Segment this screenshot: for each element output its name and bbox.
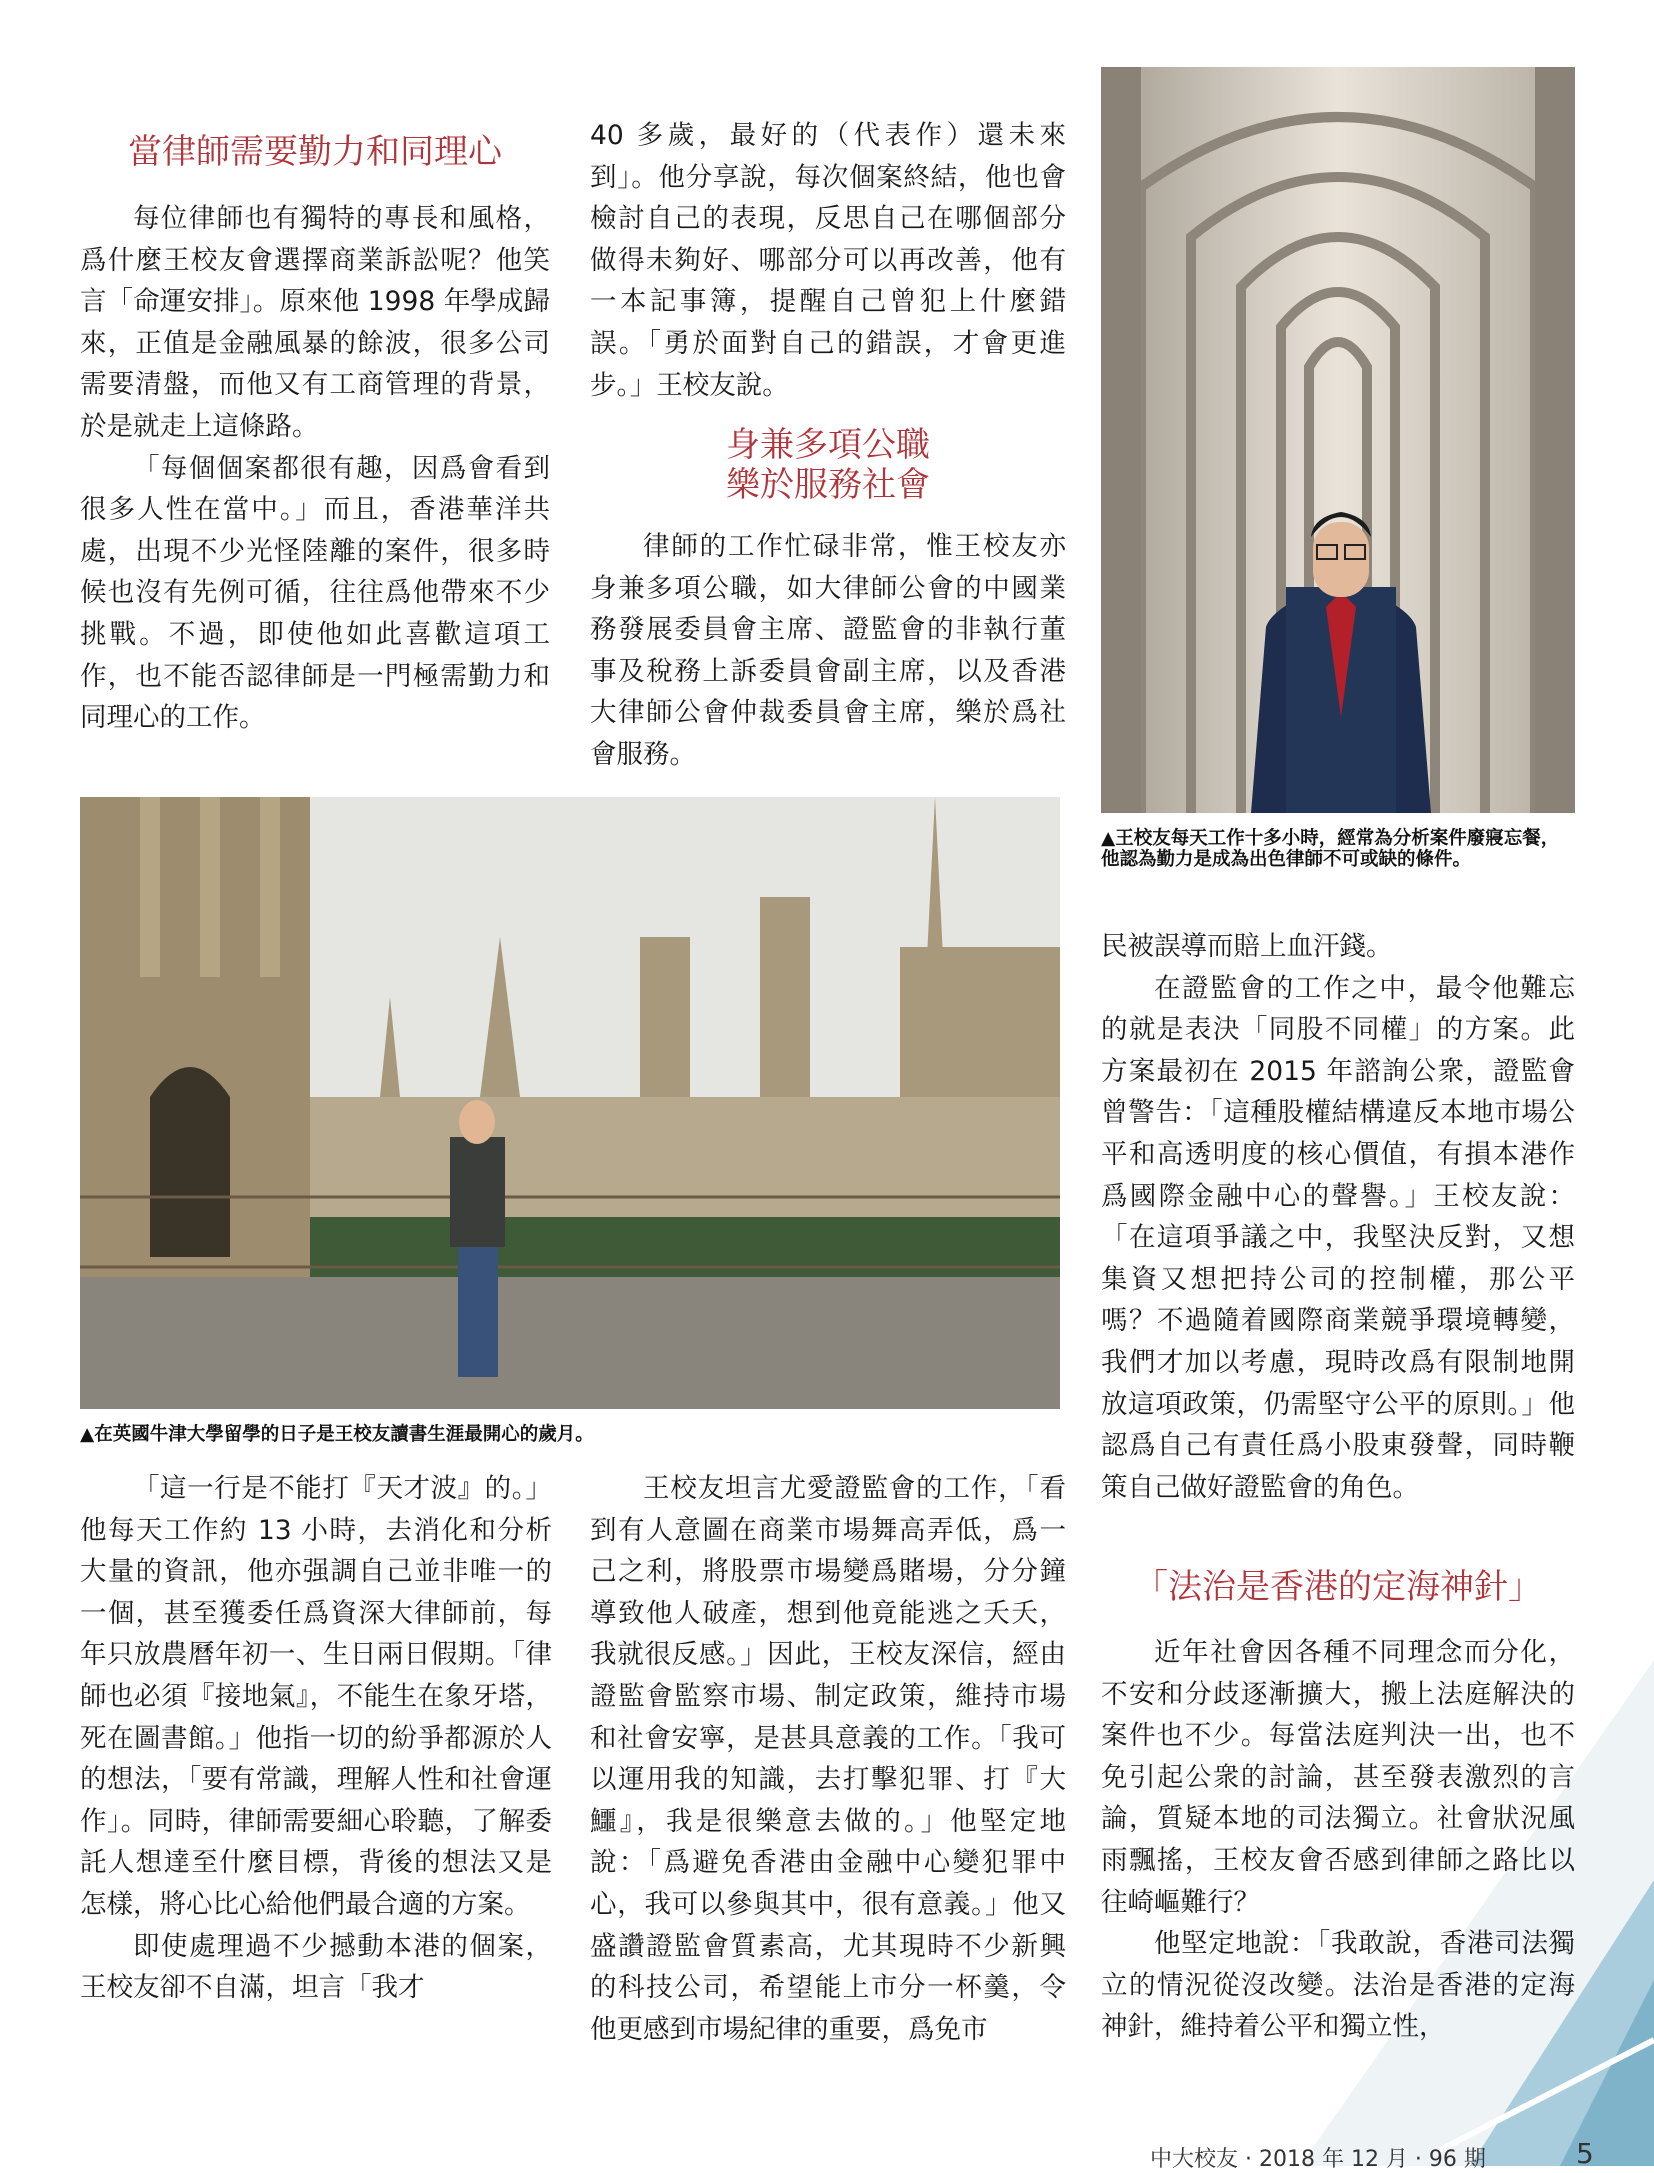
heading-line: 身兼多項公職 [726, 425, 930, 465]
paragraph: 律師的工作忙碌非常，惟王校友亦身兼多項公職，如大律師公會的中國業務發展委員會主席、證監會的非執行董事及稅務上訴委員會副主席，以及香港大律師公會仲裁委員會主席，樂於爲社會服務。 [590, 531, 1066, 770]
footer-issue: 中大校友 · 2018 年 12 月 · 96 期 [1150, 2147, 1486, 2172]
column1-bottom [80, 1468, 552, 2009]
heading-diligence-empathy: 當律師需要勤力和同理心 [128, 132, 502, 172]
oxford-illustration [80, 797, 1060, 1409]
column2-bottom [590, 1468, 1066, 2050]
portrait-caption: ▲王校友每天工作十多小時，經常為分析案件廢寢忘餐，他認為勤力是成為出色律師不可或缺的條件。 [1101, 828, 1560, 870]
paragraph: 「這一行是不能打『天才波』的。」他每天工作約 13 小時，去消化和分析大量的資訊，他亦强調自己並非唯一的一個，甚至獲委任爲資深大律師前，每年只放農曆年初一、生日兩日假期。「律師也必須『接地氣』，不能生在象牙塔，死在圖書館。」他指一切的紛爭都源於人的想法，「要有常識，理解人性和社會運作」。同時，律師需要細心聆聽，了解委託人想達至什麼目標，背後的想法又是怎樣，將心比心給他們最合適的方案。 [80, 1473, 552, 1920]
paragraph: 他堅定地說：「我敢說，香港司法獨立的情況從沒改變。法治是香港的定海神針，維持着公平和獨立性， [1101, 1928, 1575, 2043]
column3 [1101, 926, 1575, 1508]
column3-after [1101, 1632, 1575, 2048]
paragraph: 每位律師也有獨特的專長和風格，爲什麼王校友會選擇商業訴訟呢？他笑言「命運安排」。原來他 1998 年學成歸來，正值是金融風暴的餘波，很多公司需要清盤，而他又有工商管理的背景，於是就走上這條路。 [80, 203, 550, 442]
paragraph: 40 多歲，最好的（代表作）還未來到」。他分享說，每次個案終結，他也會檢討自己的表現，反思自己在哪個部分做得未夠好、哪部分可以再改善，他有一本記事簿，提醒自己曾犯上什麼錯誤。「勇於面對自己的錯誤，才會更進步。」王校友說。 [590, 120, 1066, 401]
heading-line: 樂於服務社會 [726, 465, 930, 505]
paragraph: 「每個個案都很有趣，因爲會看到很多人性在當中。」而且，香港華洋共處，出現不少光怪陸離的案件，很多時候也沒有先例可循，往往爲他帶來不少挑戰。不過，即使他如此喜歡這項工作，也不能否認律師是一門極需勤力和同理心的工作。 [80, 452, 550, 734]
portrait-photo [1101, 67, 1575, 813]
paragraph: 在證監會的工作之中，最令他難忘的就是表決「同股不同權」的方案。此方案最初在 2015 年諮詢公衆，證監會曾警告：「這種股權結構違反本地市場公平和高透明度的核心價值，有損本港作爲國際金融中心的聲譽。」王校友說：「在這項爭議之中，我堅決反對，又想集資又想把持公司的控制權，那公平嗎？不過隨着國際商業競爭環境轉變，我們才加以考慮，現時改爲有限制地開放這項政策，仍需堅守公平的原則。」他認爲自己有責任爲小股東發聲，同時鞭策自己做好證監會的角色。 [1101, 972, 1575, 1503]
paragraph: 王校友坦言尤愛證監會的工作，「看到有人意圖在商業市場舞高弄低，爲一己之利，將股票市場變爲賭場，分分鐘導致他人破產，想到他竟能逃之夭夭，我就很反感。」因此，王校友深信，經由證監會監察市場、制定政策，維持市場和社會安寧，是甚具意義的工作。「我可以運用我的知識，去打擊犯罪、打『大鱷』，我是很樂意去做的。」他堅定地說：「爲避免香港由金融中心變犯罪中心，我可以參與其中，很有意義。」他又盛讚證監會質素高，尤其現時不少新興的科技公司，希望能上市分一杯羹，令他更感到市場紀律的重要，爲免市 [590, 1473, 1066, 2045]
heading-rule-of-law: 「法治是香港的定海神針」 [1134, 1567, 1542, 1607]
page-number: 5 [1576, 2137, 1594, 2170]
portrait-illustration [1101, 67, 1575, 813]
column2-top-after [590, 526, 1066, 776]
column2-top [590, 115, 1066, 406]
oxford-caption: ▲在英國牛津大學留學的日子是王校友讀書生涯最開心的歲月。 [80, 1424, 594, 1445]
paragraph: 近年社會因各種不同理念而分化，不安和分歧逐漸擴大，搬上法庭解決的案件也不少。每當法庭判決一出，也不免引起公衆的討論，甚至發表激烈的言論，質疑本地的司法獨立。社會狀況風雨飄搖，王校友會否感到律師之路比以往崎嶇難行？ [1101, 1637, 1575, 1918]
heading-public-service [590, 425, 1066, 505]
column1-top [80, 198, 550, 739]
paragraph: 即使處理過不少撼動本港的個案，王校友卻不自滿，坦言「我才 [80, 1930, 552, 2004]
paragraph: 民被誤導而賠上血汗錢。 [1101, 931, 1393, 962]
oxford-photo [80, 797, 1060, 1409]
